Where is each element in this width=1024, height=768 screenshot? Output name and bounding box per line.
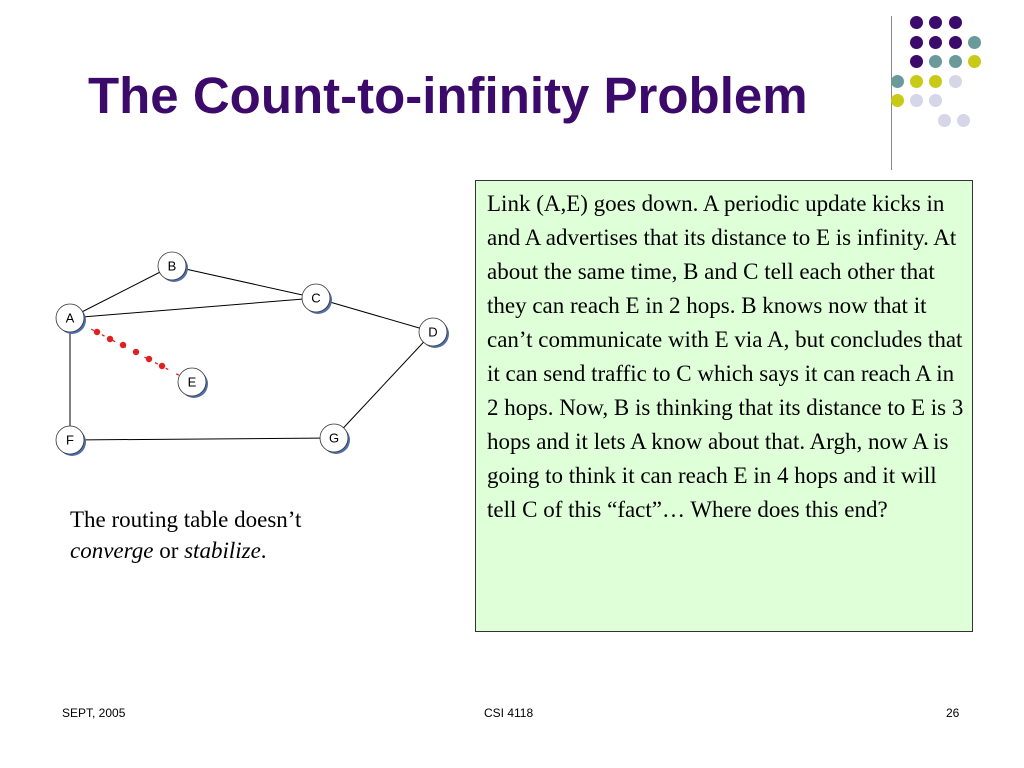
- broken-link-dot: [159, 363, 165, 369]
- link-d-g: [334, 332, 433, 438]
- decorative-dot: [910, 55, 923, 68]
- node-label-a: A: [65, 310, 75, 326]
- link-a-b: [70, 266, 172, 318]
- node-label-c: C: [311, 290, 321, 306]
- decorative-dot: [910, 16, 923, 29]
- slide-title: The Count-to-infinity Problem: [88, 67, 808, 124]
- node-e: [178, 368, 208, 398]
- node-g: [320, 424, 350, 454]
- decorative-dot: [929, 94, 942, 107]
- caption-connector: or: [153, 538, 185, 563]
- link-c-d: [316, 298, 433, 332]
- network-diagram: [40, 235, 470, 475]
- broken-link-dot: [146, 356, 152, 362]
- node-d: [419, 318, 449, 348]
- decorative-dot: [910, 94, 923, 107]
- link-b-c: [172, 266, 316, 298]
- decorative-dot: [968, 55, 981, 68]
- link-a-c: [70, 298, 316, 318]
- caption-text: [70, 504, 470, 566]
- broken-link-line: [70, 318, 192, 382]
- node-label-d: D: [428, 324, 438, 340]
- decorative-dot: [910, 36, 923, 49]
- broken-link-dot: [94, 329, 100, 335]
- caption-end: .: [260, 538, 267, 563]
- caption-emphasis-stabilize: stabilize: [184, 538, 261, 563]
- title-divider-line: [891, 16, 892, 170]
- decorative-dot: [949, 36, 962, 49]
- decorative-dot: [949, 75, 962, 88]
- decorative-dot: [891, 94, 904, 107]
- decorative-dot: [929, 16, 942, 29]
- decorative-dot: [929, 75, 942, 88]
- broken-link-dot: [120, 342, 126, 348]
- node-a: [56, 304, 86, 334]
- explanation-textbox: Link (A,E) goes down. A periodic update kicks in and A advertises that its distance to E is infinity. At about the same time, B and C tell each other that they can reach E in 2 hops. B knows now that it can’t communicate with E via A, but concludes that it can send traffic to C which says it can reach A in 2 hops. Now, B is thinking that its distance to E is 3 hops and it lets A know about that. Argh, now A is going to think it can reach E in 4 hops and it will tell C of this “fact”… Where does this end?: [475, 180, 973, 632]
- decorative-dot: [910, 75, 923, 88]
- link-f-g: [70, 438, 334, 440]
- footer-course: CSI 4118: [484, 706, 534, 720]
- node-label-e: E: [187, 374, 197, 390]
- caption-emphasis-converge: converge: [70, 538, 154, 563]
- decorative-dot: [957, 114, 970, 127]
- decorative-dot: [929, 55, 942, 68]
- footer-page-number: 26: [946, 706, 960, 720]
- broken-link-dot: [107, 336, 113, 342]
- decorative-dot: [938, 114, 951, 127]
- node-f: [56, 426, 86, 456]
- decorative-dot: [968, 36, 981, 49]
- decorative-dot: [949, 55, 962, 68]
- node-label-b: B: [167, 258, 177, 274]
- node-label-f: F: [66, 432, 74, 448]
- node-label-g: G: [328, 430, 340, 446]
- broken-link-a-e: [70, 318, 192, 382]
- broken-link-dot: [133, 349, 139, 355]
- caption-part1: The routing table doesn’t: [70, 507, 302, 532]
- decorative-dot: [891, 75, 904, 88]
- footer-date: SEPT, 2005: [62, 706, 126, 720]
- node-c: [302, 284, 332, 314]
- decorative-dot: [949, 16, 962, 29]
- links: [70, 266, 433, 440]
- decorative-dot: [929, 36, 942, 49]
- node-b: [158, 252, 188, 282]
